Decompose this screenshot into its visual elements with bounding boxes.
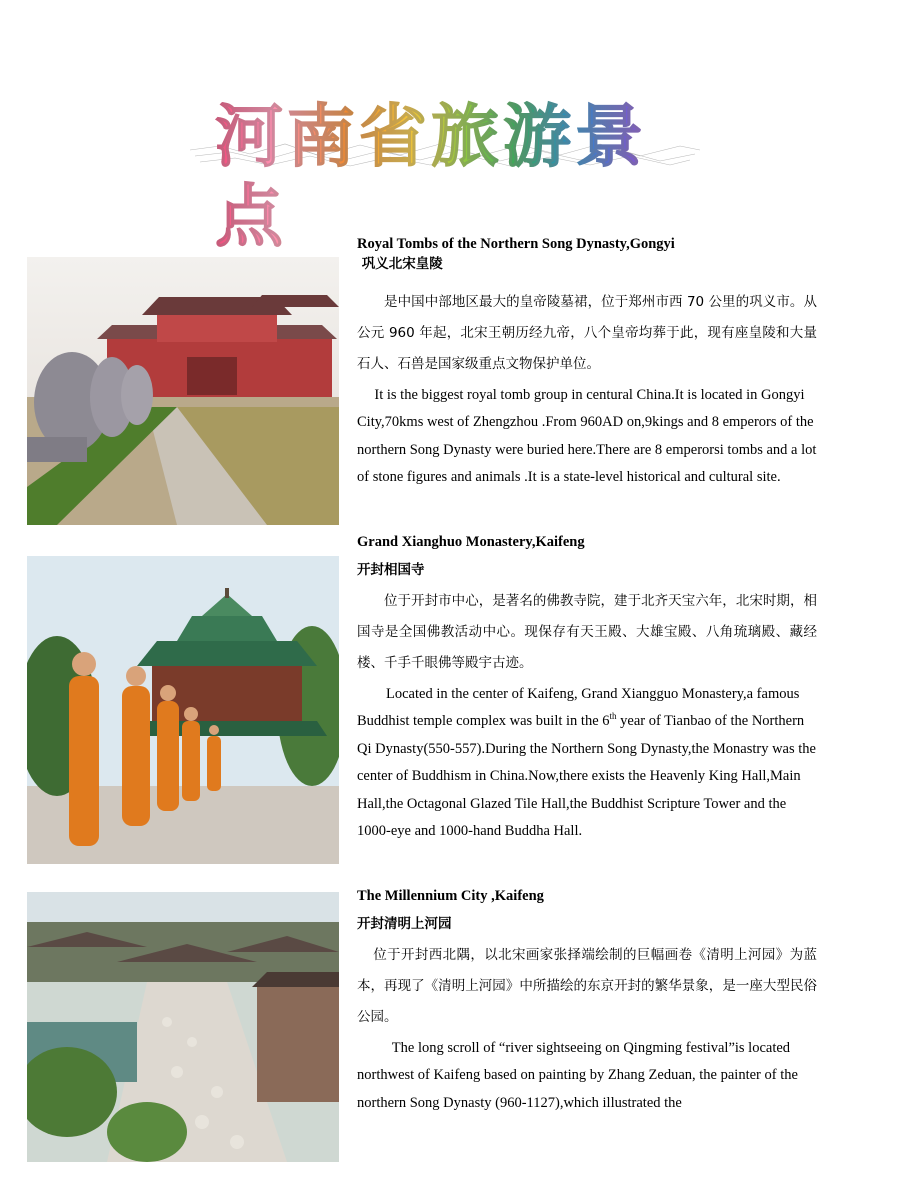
ordinal-suffix: th	[609, 711, 617, 722]
text-en-part-2: year of Tianbao of the Northern Qi Dynasty(550-557).During the Northern Song Dynasty,the Monastry was the center of Buddhism in China.Now,there exists the Heavenly King Hall,Main Hall,the Octagonal Glazed Tile Hall,the Buddhist Scripture Tower and the 1000-eye and 1000-hand Buddha Hall.	[357, 713, 816, 840]
section-xiangguo-monastery	[357, 528, 817, 845]
section-text-en: It is the biggest royal tomb group in centural China.It is located in Gongyi City,70kms west of Zhengzhou .From 960AD on,9kings and 8 emperors of the northern Song Dynasty were buried here.There are 8 emperorsi tombs and a lot of stone figures and animals .It is a state-level historical and cultural site.	[357, 387, 817, 486]
xiangguo-monastery-photo	[27, 556, 339, 864]
section-millennium-city	[357, 882, 817, 1117]
section-heading-cn: 开封相国寺	[357, 562, 425, 578]
section-heading-en: Grand Xianghuo Monastery,Kaifeng	[357, 534, 585, 550]
section-text-cn: 是中国中部地区最大的皇帝陵墓裙，位于郑州市西 70 公里的巩义市。从公元 960 年起，北宋王朝历经九帝，八个皇帝均葬于此，现有座皇陵和大量石人、石兽是国家级重点文物保护单位。	[357, 294, 817, 372]
section-heading-cn: 巩义北宋皇陵	[357, 256, 443, 272]
section-heading-en: The Millennium City ,Kaifeng	[357, 888, 544, 904]
section-heading-cn: 开封清明上河园	[357, 916, 452, 932]
section-text-cn: 位于开封市中心，是著名的佛教寺院，建于北齐天宝六年，北宋时期，相国寺是全国佛教活动中心。现保存有天王殿、大雄宝殿、八角琉璃殿、藏经楼、千手千眼佛等殿宇古迹。	[357, 593, 817, 671]
millennium-city-photo	[27, 892, 339, 1162]
section-royal-tombs	[357, 234, 817, 492]
page-title: 河南省旅游景点	[215, 98, 700, 258]
section-text-cn: 位于开封西北隅，以北宋画家张择端绘制的巨幅画卷《清明上河园》为蓝本，再现了《清明上河园》中所描绘的东京开封的繁华景象，是一座大型民俗公园。	[357, 947, 817, 1025]
section-text-en	[357, 681, 817, 845]
section-text-en: The long scroll of “river sightseeing on Qingming festival”is located northwest of Kaifeng based on painting by Zhang Zeduan, the painter of the northern Song Dynasty (960-1127),which illustrated the	[357, 1040, 798, 1111]
text-en-part-1: Located in the center of Kaifeng, Grand Xiangguo Monastery,a famous Buddhist temple complex was built in the 6	[357, 686, 800, 730]
royal-tombs-photo	[27, 257, 339, 525]
section-heading-en: Royal Tombs of the Northern Song Dynasty,Gongyi	[357, 236, 675, 252]
